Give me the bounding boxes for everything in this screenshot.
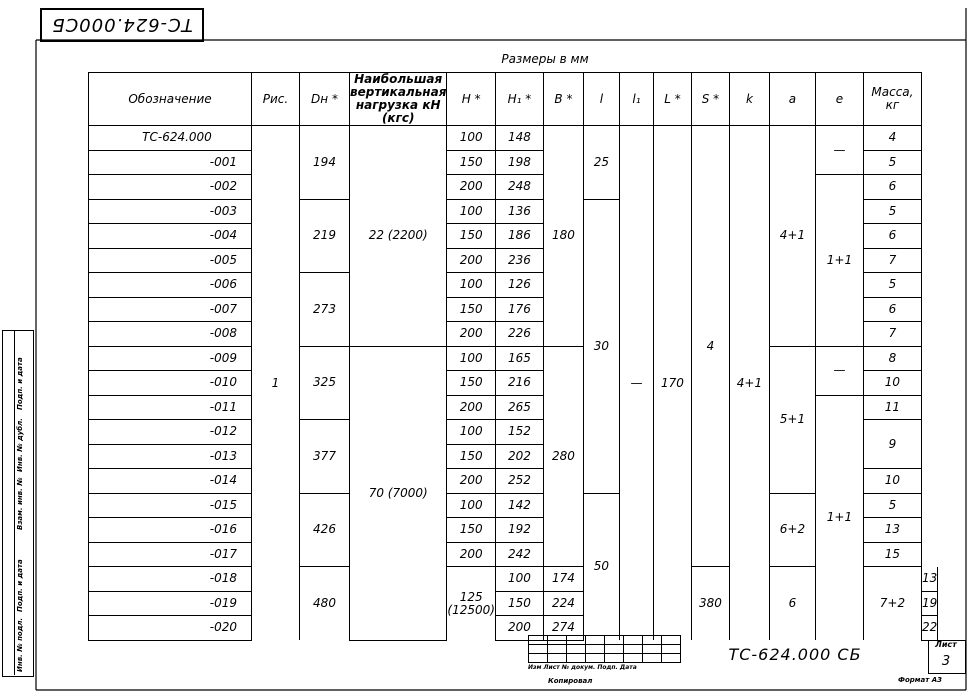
mass-cell: 13 [921, 567, 937, 592]
side-label: Подп. и дата [16, 559, 24, 612]
k-cell: 4+1 [729, 126, 769, 641]
h1-cell: 126 [495, 273, 543, 298]
h1-cell: 274 [543, 616, 583, 641]
designation-cell: -017 [89, 542, 252, 567]
col-designation: Обозначение [89, 73, 252, 126]
dn-cell: 219 [300, 199, 350, 273]
s-cell: 4 [691, 126, 729, 567]
h1-cell: 198 [495, 150, 543, 175]
copied-by-label: Копировал [548, 677, 593, 685]
mass-cell: 22 [921, 616, 937, 641]
h-cell: 100 [447, 346, 496, 371]
designation-cell: -003 [89, 199, 252, 224]
dn-cell: 325 [300, 346, 350, 420]
col-dn: Dн * [300, 73, 350, 126]
mass-cell: 5 [863, 493, 921, 518]
b-cell: 380 [691, 567, 729, 641]
dn-cell: 377 [300, 420, 350, 494]
mass-cell: 7 [863, 322, 921, 347]
h1-cell: 148 [495, 126, 543, 151]
designation-cell: -008 [89, 322, 252, 347]
designation-cell: -014 [89, 469, 252, 494]
designation-cell: -013 [89, 444, 252, 469]
designation-cell: -002 [89, 175, 252, 200]
dimensions-caption: Размеры в мм [501, 52, 589, 66]
b-cell: 180 [543, 126, 583, 347]
h-cell: 200 [447, 542, 496, 567]
h-cell: 200 [447, 469, 496, 494]
designation-cell: -004 [89, 224, 252, 249]
designation-cell: ТС-624.000 [89, 126, 252, 151]
designation-cell: -010 [89, 371, 252, 396]
h-cell: 200 [447, 322, 496, 347]
col-k: k [729, 73, 769, 126]
dn-cell: 194 [300, 126, 350, 200]
h-cell: 200 [495, 616, 543, 641]
h1-cell: 165 [495, 346, 543, 371]
dn-cell: 480 [300, 567, 350, 641]
fig-cell: 1 [252, 126, 300, 641]
sheet-label: Лист [935, 640, 957, 649]
e-cell: 1+1 [815, 395, 863, 640]
h1-cell: 265 [495, 395, 543, 420]
h-cell: 200 [447, 395, 496, 420]
col-s: S * [691, 73, 729, 126]
e-cell: — [815, 346, 863, 395]
designation-cell: -018 [89, 567, 252, 592]
h1-cell: 174 [543, 567, 583, 592]
mass-cell: 15 [863, 542, 921, 567]
designation-cell: -009 [89, 346, 252, 371]
mass-cell: 9 [863, 420, 921, 469]
col-e: e [815, 73, 863, 126]
col-length: L * [653, 73, 691, 126]
h1-cell: 202 [495, 444, 543, 469]
format-label: Формат А3 [898, 676, 942, 684]
col-l1: l₁ [619, 73, 653, 126]
side-label: Инв. № дубл. [16, 418, 24, 472]
mass-cell: 5 [863, 273, 921, 298]
h1-cell: 236 [495, 248, 543, 273]
h1-cell: 152 [495, 420, 543, 445]
s-cell: 6 [769, 567, 815, 641]
a-cell: 4+1 [769, 126, 815, 347]
mass-cell: 10 [863, 371, 921, 396]
h-cell: 150 [447, 444, 496, 469]
designation-cell: -001 [89, 150, 252, 175]
l-cell: 30 [583, 199, 619, 493]
col-b: B * [543, 73, 583, 126]
h-cell: 150 [447, 371, 496, 396]
col-load: Наибольшая вертикальная нагрузка кН (кгс) [350, 72, 447, 125]
h-cell: 200 [447, 248, 496, 273]
h1-cell: 248 [495, 175, 543, 200]
title-block-revision-grid [528, 635, 681, 663]
mass-cell: 6 [863, 224, 921, 249]
h-cell: 100 [447, 273, 496, 298]
side-label: Инв. № подл. [16, 617, 24, 672]
designation-cell: -016 [89, 518, 252, 543]
l-cell: 50 [583, 493, 619, 640]
h-cell: 150 [495, 591, 543, 616]
side-label: Подп. и дата [16, 357, 24, 410]
mass-cell: 11 [863, 395, 921, 420]
l-cell: 25 [583, 126, 619, 200]
l1-cell: — [619, 126, 653, 641]
mass-cell: 5 [863, 150, 921, 175]
h-cell: 150 [447, 150, 496, 175]
specification-table [88, 72, 938, 641]
h-cell: 100 [495, 567, 543, 592]
mass-cell: 7 [863, 248, 921, 273]
h1-cell: 186 [495, 224, 543, 249]
h1-cell: 176 [495, 297, 543, 322]
col-a: a [769, 73, 815, 126]
designation-cell: -020 [89, 616, 252, 641]
e-cell: — [815, 126, 863, 175]
h1-cell: 224 [543, 591, 583, 616]
dn-cell: 426 [300, 493, 350, 567]
load-cell: 125 (12500) [447, 567, 496, 641]
h-cell: 100 [447, 493, 496, 518]
h1-cell: 142 [495, 493, 543, 518]
h-cell: 100 [447, 420, 496, 445]
mass-cell: 4 [863, 126, 921, 151]
col-l: l [583, 73, 619, 126]
title-block-column-labels: Изм Лист № докум. Подп. Дата [528, 664, 637, 671]
h-cell: 100 [447, 199, 496, 224]
h-cell: 150 [447, 518, 496, 543]
rotated-document-stamp: ТС-624.000СБ [40, 8, 204, 42]
mass-cell: 10 [863, 469, 921, 494]
a-cell: 7+2 [863, 567, 921, 641]
designation-cell: -005 [89, 248, 252, 273]
designation-cell: -019 [89, 591, 252, 616]
mass-cell: 19 [921, 591, 937, 616]
designation-cell: -015 [89, 493, 252, 518]
col-h: H * [447, 73, 496, 126]
h-cell: 100 [447, 126, 496, 151]
a-cell: 6+2 [769, 493, 815, 567]
h1-cell: 252 [495, 469, 543, 494]
col-h1: H₁ * [495, 73, 543, 126]
designation-cell: -007 [89, 297, 252, 322]
mass-cell: 8 [863, 346, 921, 371]
designation-cell: -011 [89, 395, 252, 420]
h1-cell: 136 [495, 199, 543, 224]
h1-cell: 226 [495, 322, 543, 347]
dn-cell: 273 [300, 273, 350, 347]
designation-cell: -006 [89, 273, 252, 298]
document-number: ТС-624.000 СБ [728, 645, 862, 664]
b-cell: 280 [543, 346, 583, 567]
mass-cell: 6 [863, 297, 921, 322]
side-stamp-divider [14, 330, 15, 675]
col-fig: Рис. [252, 73, 300, 126]
col-mass: Масса, кг [863, 73, 921, 126]
sheet-number: 3 [941, 654, 951, 669]
length-cell: 170 [653, 126, 691, 641]
h1-cell: 216 [495, 371, 543, 396]
a-cell: 5+1 [769, 346, 815, 493]
h1-cell: 242 [495, 542, 543, 567]
e-cell: 1+1 [815, 175, 863, 347]
h1-cell: 192 [495, 518, 543, 543]
mass-cell: 6 [863, 175, 921, 200]
load-cell: 70 (7000) [350, 346, 447, 640]
mass-cell: 13 [863, 518, 921, 543]
load-cell: 22 (2200) [350, 126, 447, 347]
designation-cell: -012 [89, 420, 252, 445]
h-cell: 150 [447, 224, 496, 249]
side-label: Взам. инв. № [16, 477, 24, 530]
mass-cell: 5 [863, 199, 921, 224]
h-cell: 200 [447, 175, 496, 200]
h-cell: 150 [447, 297, 496, 322]
